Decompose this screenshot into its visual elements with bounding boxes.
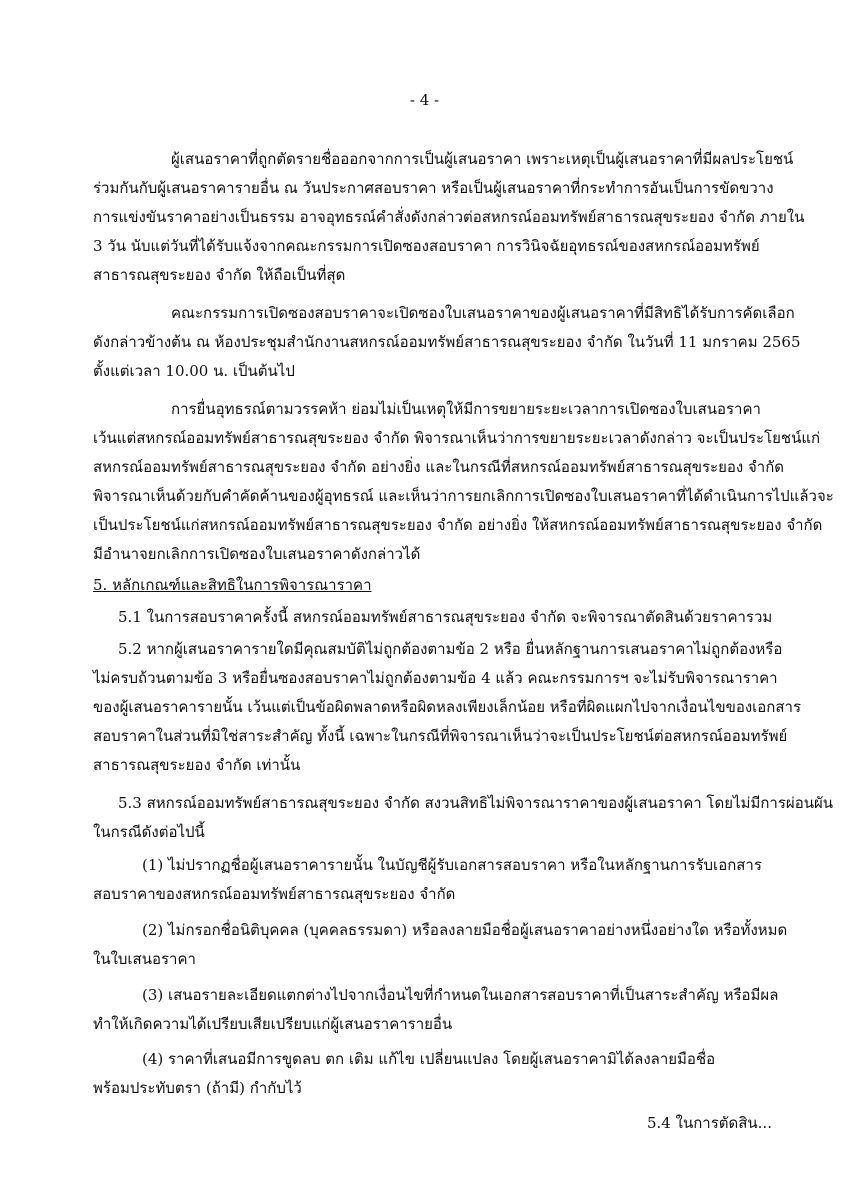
text-line: เป็นประโยชน์แก่สหกรณ์ออมทรัพย์สาธารณสุขระยอง จำกัด อย่างยิ่ง ให้สหกรณ์ออมทรัพย์สาธารณสุขระยอง จำกัด [93, 516, 823, 534]
text-line: 5.2 หากผู้เสนอราคารายใดมีคุณสมบัติไม่ถูกต้องตามข้อ 2 หรือ ยื่นหลักฐานการเสนอราคาไม่ถูกต้องหรือ [118, 640, 783, 658]
text-line: สาธารณสุขระยอง จำกัด ให้ถือเป็นที่สุด [93, 266, 346, 284]
text-line: การแข่งขันราคาอย่างเป็นธรรม อาจอุทธรณ์คำสั่งดังกล่าวต่อสหกรณ์ออมทรัพย์สาธารณสุขระยอง จำกัด ภายใน [93, 208, 805, 226]
text-line: (2) ไม่กรอกชื่อนิติบุคคล (บุคคลธรรมดา) หรือลงลายมือชื่อผู้เสนอราคาอย่างหนึ่งอย่างใด หรือทั้งหมด [142, 921, 788, 939]
text-line: ไม่ครบถ้วนตามข้อ 3 หรือยื่นซองสอบราคาไม่ถูกต้องตามข้อ 4 แล้ว คณะกรรมการฯ จะไม่รับพิจารณาราคา [93, 669, 778, 687]
text-line: ทำให้เกิดความได้เปรียบเสียเปรียบแก่ผู้เสนอราคารายอื่น [93, 1015, 453, 1033]
text-line: ของผู้เสนอราคารายนั้น เว้นแต่เป็นข้อผิดพลาดหรือผิดหลงเพียงเล็กน้อย หรือที่ผิดแผกไปจากเงื่อนไขของเอกสาร [93, 698, 802, 716]
text-line: สอบราคาของสหกรณ์ออมทรัพย์สาธารณสุขระยอง จำกัด [93, 885, 456, 903]
text-line: ร่วมกันกับผู้เสนอราคารายอื่น ณ วันประกาศสอบราคา หรือเป็นผู้เสนอราคาที่กระทำการอันเป็นการขัดขวาง [93, 179, 774, 197]
text-line: เว้นแต่สหกรณ์ออมทรัพย์สาธารณสุขระยอง จำกัด พิจารณาเห็นว่าการขยายระยะเวลาดังกล่าว จะเป็นประโยชน์แก่ [93, 429, 821, 447]
text-line: ในกรณีดังต่อไปนี้ [93, 823, 205, 841]
text-line: คณะกรรมการเปิดซองสอบราคาจะเปิดซองใบเสนอราคาของผู้เสนอราคาที่มีสิทธิได้รับการคัดเลือก [171, 304, 795, 322]
text-line: (3) เสนอรายละเอียดแตกต่างไปจากเงื่อนไขที่กำหนดในเอกสารสอบราคาที่เป็นสาระสำคัญ หรือมีผล [142, 986, 779, 1004]
text-line: ผู้เสนอราคาที่ถูกตัดรายชื่อออกจากการเป็นผู้เสนอราคา เพราะเหตุเป็นผู้เสนอราคาที่มีผลประโยชน์ [171, 150, 794, 168]
text-line: (4) ราคาที่เสนอมีการขูดลบ ตก เติม แก้ไข เปลี่ยนแปลง โดยผู้เสนอราคามิได้ลงลายมือชื่อ [142, 1050, 716, 1068]
text-line: สาธารณสุขระยอง จำกัด เท่านั้น [93, 756, 301, 774]
text-line: ในใบเสนอราคา [93, 950, 196, 968]
text-line: พร้อมประทับตรา (ถ้ามี) กำกับไว้ [93, 1079, 302, 1097]
text-line: มีอำนาจยกเลิกการเปิดซองใบเสนอราคาดังกล่าวได้ [93, 545, 421, 563]
text-line: สหกรณ์ออมทรัพย์สาธารณสุขระยอง จำกัด อย่างยิ่ง และในกรณีที่สหกรณ์ออมทรัพย์สาธารณสุขระยอง จำกัด [93, 458, 785, 476]
text-line: พิจารณาเห็นด้วยกับคำคัดค้านของผู้อุทธรณ์ และเห็นว่าการยกเลิกการเปิดซองใบเสนอราคาที่ได้ดำเนินการไปแล้วจะ [93, 487, 834, 505]
text-line: 5.1 ในการสอบราคาครั้งนี้ สหกรณ์ออมทรัพย์สาธารณสุขระยอง จำกัด จะพิจารณาตัดสินด้วยราคารวม [118, 608, 773, 626]
text-line: ดังกล่าวข้างต้น ณ ห้องประชุมสำนักงานสหกรณ์ออมทรัพย์สาธารณสุขระยอง จำกัด ในวันที่ 11 มกราคม 2565 [93, 333, 801, 351]
text-line: 5.3 สหกรณ์ออมทรัพย์สาธารณสุขระยอง จำกัด สงวนสิทธิไม่พิจารณาราคาของผู้เสนอราคา โดยไม่มีการผ่อนผัน [118, 794, 833, 812]
text-line: การยื่นอุทธรณ์ตามวรรคห้า ย่อมไม่เป็นเหตุให้มีการขยายระยะเวลาการเปิดซองใบเสนอราคา [171, 400, 761, 418]
continuation-marker: 5.4 ในการตัดสิน... [647, 1114, 772, 1132]
section-heading: 5. หลักเกณฑ์และสิทธิในการพิจารณาราคา [93, 576, 372, 594]
text-line: 3 วัน นับแต่วันที่ได้รับแจ้งจากคณะกรรมการเปิดซองสอบราคา การวินิจฉัยอุทธรณ์ของสหกรณ์ออมทรัพย์ [93, 237, 760, 255]
text-line: (1) ไม่ปรากฏชื่อผู้เสนอราคารายนั้น ในบัญชีผู้รับเอกสารสอบราคา หรือในหลักฐานการรับเอกสาร [142, 856, 762, 874]
text-line: ตั้งแต่เวลา 10.00 น. เป็นต้นไป [93, 362, 295, 380]
page-number: - 4 - [409, 91, 440, 109]
text-line: สอบราคาในส่วนที่มิใช่สาระสำคัญ ทั้งนี้ เฉพาะในกรณีที่พิจารณาเห็นว่าจะเป็นประโยชน์ต่อสหกรณ์ออมทรัพย์ [93, 727, 788, 745]
